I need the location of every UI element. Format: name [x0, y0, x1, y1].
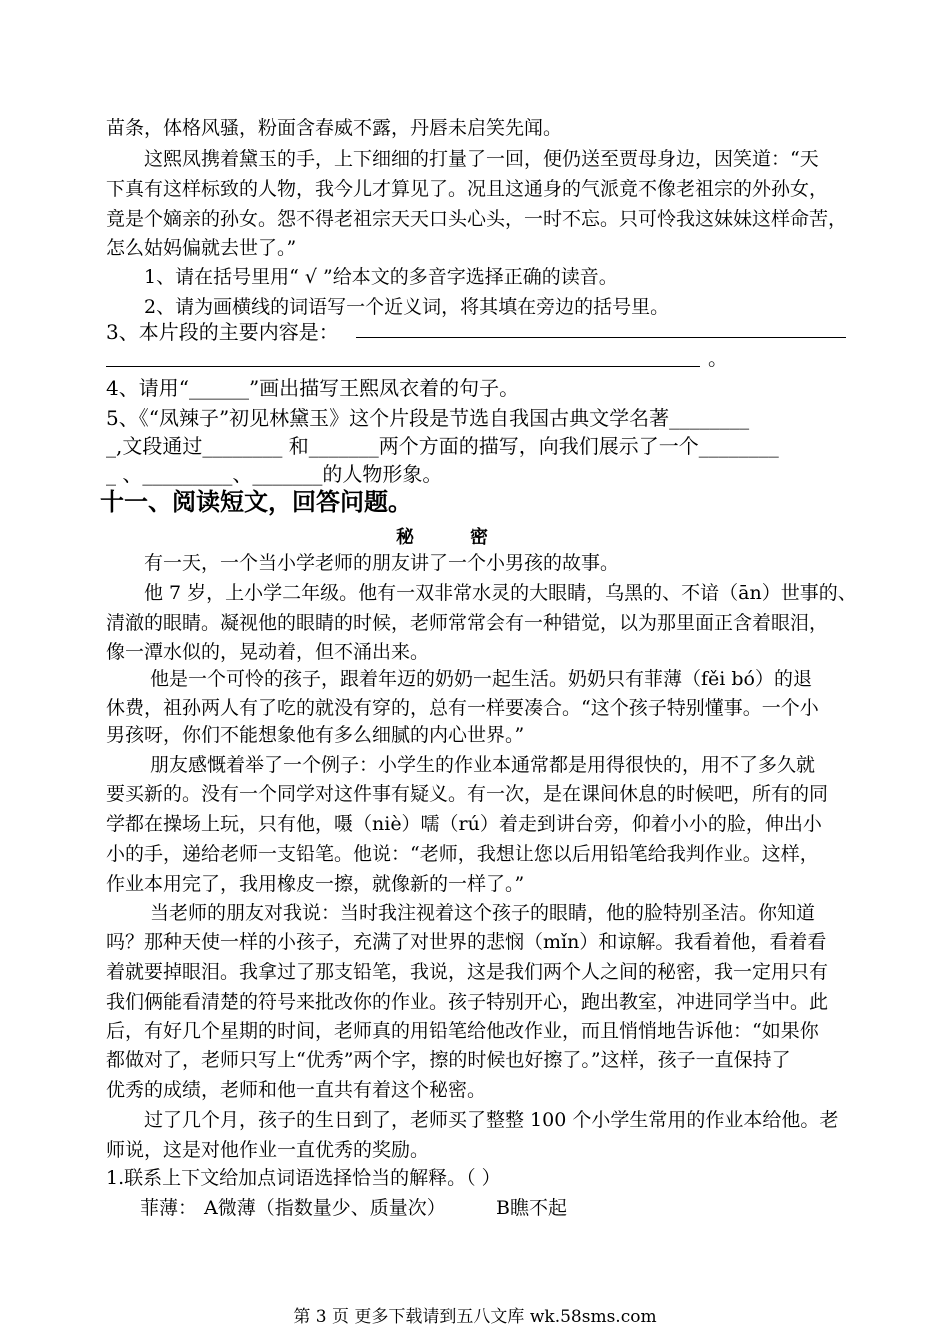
passage-line: 怎么姑妈偏就去世了。”	[106, 237, 297, 259]
story-line: 小的手，递给老师一支铅笔。他说：“老师，我想让您以后用铅笔给我判作业。这样，	[106, 843, 819, 865]
answer-line[interactable]	[106, 366, 700, 367]
question-5-line3: _ 、_________、_______的人物形象。	[106, 462, 443, 486]
story-line: 像一潭水似的，晃动着，但不涌出来。	[106, 641, 430, 663]
story-line: 他是一个可怜的孩子，跟着年迈的奶奶一起生活。奶奶只有菲薄（fěi bó）的退	[150, 668, 812, 690]
question-4: 4、请用“______”画出描写王熙凤衣着的句子。	[106, 376, 520, 400]
question-3: 3、本片段的主要内容是：	[106, 320, 339, 344]
story-line: 男孩呀，你们不能想象他有多么细腻的内心世界。”	[106, 724, 525, 746]
story-title-char: 密	[470, 527, 488, 548]
story-line: 过了几个月，孩子的生日到了，老师买了整整 100 个小学生常用的作业本给他。老	[144, 1109, 839, 1131]
section-heading: 十一、阅读短文，回答问题。	[100, 487, 412, 516]
story-line: 朋友感慨着举了一个例子：小学生的作业本通常都是用得很快的，用不了多久就	[150, 754, 816, 776]
story-line: 吗？那种天使一样的小孩子，充满了对世界的悲悯（mǐn）和谅解。我看着他，看着看	[106, 931, 827, 953]
story-line: 优秀的成绩，老师和他一直共有着这个秘密。	[106, 1079, 487, 1101]
story-line: 后，有好几个星期的时间，老师真的用铅笔给他改作业，而且悄悄地告诉他：“如果你	[106, 1020, 819, 1042]
story-line: 休费，祖孙两人有了吃的就没有穿的，总有一样要凑合。“这个孩子特别懂事。一个小	[106, 697, 819, 719]
question-2: 2、请为画横线的词语写一个近义词，将其填在旁边的括号里。	[144, 296, 670, 318]
story-title-char: 秘	[396, 527, 414, 548]
story-line: 清澈的眼睛。凝视他的眼睛的时候，老师常常会有一种错觉，以为那里面正含着眼泪，	[106, 612, 829, 634]
story-line: 着就要掉眼泪。我拿过了那支铅笔，我说，这是我们两个人之间的秘密，我一定用只有	[106, 961, 829, 983]
answer-line[interactable]	[356, 337, 846, 338]
passage-line: 苗条，体格风骚，粉面含春威不露，丹唇未启笑先闻。	[106, 117, 563, 139]
page-footer: 第 3 页 更多下载请到五八文库 wk.58sms.com	[293, 1307, 657, 1327]
story-line: 要买新的。没有一个同学对这件事有疑义。有一次，是在课间休息的时候吧，所有的同	[106, 783, 829, 805]
option-a[interactable]: A微薄（指数量少、质量次）	[204, 1197, 446, 1219]
question-5-line2: _,文段通过________ 和_______两个方面的描写，向我们展示了一个________	[106, 434, 779, 458]
question-11-1: 1.联系上下文给加点词语选择恰当的解释。（ ）	[106, 1167, 501, 1189]
story-line: 师说，这是对他作业一直优秀的奖励。	[106, 1139, 430, 1161]
story-title	[396, 523, 488, 549]
story-line: 学都在操场上玩，只有他，嗫（niè）嚅（rú）着走到讲台旁，仰着小小的脸，伸出小	[106, 813, 822, 835]
story-line: 有一天，一个当小学老师的朋友讲了一个小男孩的故事。	[144, 552, 620, 574]
story-line: 都做对了，老师只写上“优秀”两个字，擦的时候也好擦了。”这样，孩子一直保持了	[106, 1049, 791, 1071]
story-line: 我们俩能看清楚的符号来批改你的作业。孩子特别开心，跑出教室，冲进同学当中。此	[106, 991, 829, 1013]
story-line: 作业本用完了，我用橡皮一擦，就像新的一样了。”	[106, 873, 525, 895]
question-1: 1、请在括号里用“ √ ”给本文的多音字选择正确的读音。	[144, 266, 618, 288]
story-line: 当老师的朋友对我说：当时我注视着这个孩子的眼睛，他的脸特别圣洁。你知道	[150, 902, 816, 924]
passage-line: 竟是个嫡亲的孙女。怨不得老祖宗天天口头心头，一时不忘。只可怜我这妹妹这样命苦，	[106, 208, 848, 230]
passage-line: 下真有这样标致的人物，我今儿才算见了。况且这通身的气派竟不像老祖宗的外孙女，	[106, 178, 829, 200]
option-b[interactable]: B瞧不起	[496, 1197, 567, 1219]
question-11-1-word: 菲薄：	[140, 1197, 198, 1219]
question-3-end: 。	[708, 346, 728, 370]
passage-line: 这熙凤携着黛玉的手，上下细细的打量了一回，便仍送至贾母身边，因笑道：“天	[144, 148, 819, 170]
question-5-line1: 5、《“凤辣子”初见林黛玉》这个片段是节选自我国古典文学名著________	[106, 406, 750, 430]
story-line: 他 7 岁，上小学二年级。他有一双非常水灵的大眼睛，乌黑的、不谙（ān）世事的、	[144, 582, 857, 604]
